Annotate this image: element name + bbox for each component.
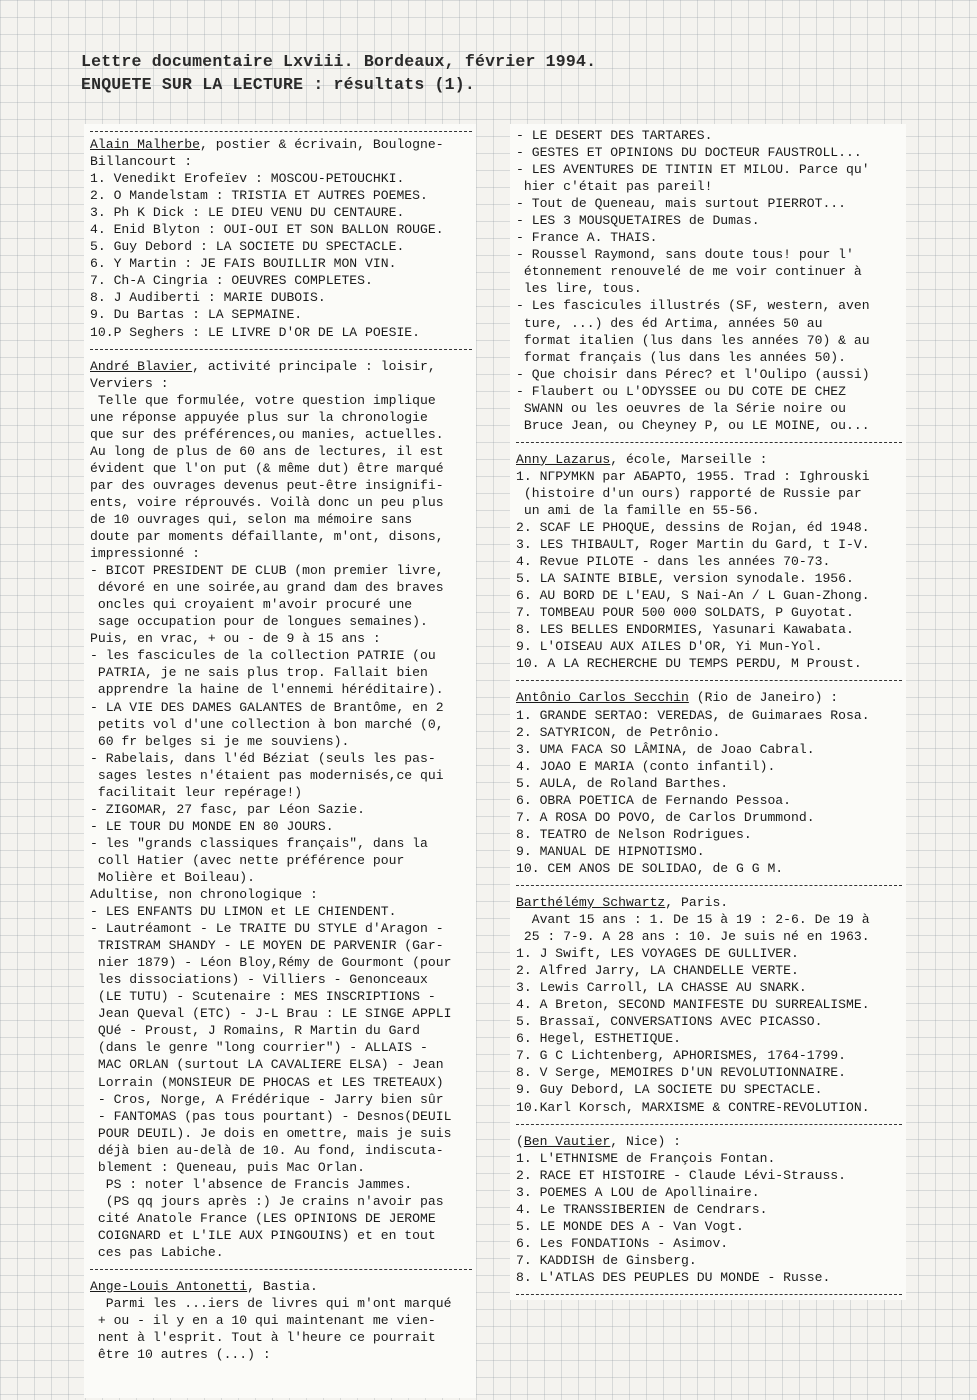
- text-line: 3. POEMES A LOU de Apollinaire.: [516, 1184, 760, 1200]
- header-line-1: Lettre documentaire Lxviii. Bordeaux, février 1994.: [81, 52, 597, 71]
- text-line: 6. OBRA POETICA de Fernando Pessoa.: [516, 792, 792, 808]
- right-column: [510, 124, 906, 1300]
- author-name: Anny Lazarus: [516, 451, 611, 467]
- author-name: Alain Malherbe: [90, 137, 201, 152]
- text-line: - ZIGOMAR, 27 fasc, par Léon Sazie.: [90, 801, 366, 817]
- text-line: ces pas Labiche.: [90, 1245, 224, 1260]
- text-line: MAC ORLAN (surtout LA CAVALIERE ELSA) - Jean: [90, 1057, 444, 1073]
- text-line: doute par moments défaillante, m'ont, disons,: [90, 529, 444, 545]
- text-line: 3. LES THIBAULT, Roger Martin du Gard, t I-V.: [516, 537, 870, 553]
- text-line: - Rabelais, dans l'éd Béziat (seuls les pas-: [90, 750, 436, 766]
- text-line: 1. L'ETHNISME de François Fontan.: [516, 1150, 776, 1166]
- text-line: - LES ENFANTS DU LIMON et LE CHIENDENT.: [90, 904, 397, 920]
- response-schwartz: [516, 894, 902, 1116]
- text-line: ents, voire réprouvés. Voilà donc un peu plus: [90, 494, 444, 510]
- text-line: facilitait leur repérage!): [90, 784, 303, 800]
- text-line: 7. KADDISH de Ginsberg.: [516, 1252, 697, 1268]
- text-line: apprendre la haine de l'ennemi héréditaire).: [90, 682, 444, 698]
- text-line: dévoré en une soirée,au grand dam des braves: [90, 580, 444, 596]
- text-line: - Cros, Norge, A Frédérique - Jarry bien sûr: [90, 1091, 444, 1107]
- text-line: 3. Lewis Carroll, LA CHASSE AU SNARK.: [516, 980, 807, 996]
- separator: [90, 341, 472, 358]
- response-vautier: [516, 1133, 902, 1286]
- text-line: 10.P Seghers : LE LIVRE D'OR DE LA POESIE.: [90, 324, 421, 340]
- text-line: Puis, en vrac, + ou - de 9 à 15 ans :: [90, 631, 381, 647]
- response-lines: [516, 911, 902, 1116]
- author-info: , Bastia.: [247, 1279, 318, 1295]
- text-line: PS : noter l'absence de Francis Jammes.: [90, 1176, 413, 1192]
- response-lines: [516, 468, 902, 673]
- text-line: - BICOT PRESIDENT DE CLUB (mon premier livre,: [90, 563, 444, 579]
- text-line: 3. UMA FACA SO LÂMINA, de Joao Cabral.: [516, 741, 815, 757]
- text-line: 8. J Audiberti : MARIE DUBOIS.: [90, 290, 326, 306]
- text-line: les dissociations) - Villiers - Genonceaux: [90, 972, 428, 988]
- text-line: être 10 autres (...) :: [90, 1347, 271, 1363]
- text-line: 9. Du Bartas : LA SEPMAINE.: [90, 307, 303, 323]
- separator: [516, 1286, 902, 1303]
- text-line: 5. LE MONDE DES A - Van Vogt.: [516, 1218, 744, 1234]
- text-line: petits vol d'une collection à bon marché (0,: [90, 716, 444, 732]
- text-line: 8. L'ATLAS DES PEUPLES DU MONDE - Russe.: [516, 1269, 831, 1285]
- text-line: TRISTRAM SHANDY - LE MOYEN DE PARVENIR (Gar-: [90, 938, 444, 954]
- text-line: Parmi les ...iers de livres qui m'ont marqué: [90, 1296, 452, 1312]
- text-line: - FANTOMAS (pas tous pourtant) - Desnos(DEUIL: [90, 1108, 452, 1124]
- text-line: impressionné :: [90, 546, 201, 562]
- text-line: 10. A LA RECHERCHE DU TEMPS PERDU, M Proust.: [516, 656, 862, 672]
- text-line: 4. JOAO E MARIA (conto infantil).: [516, 758, 776, 774]
- text-line: 10.Karl Korsch, MARXISME & CONTRE-REVOLUTION.: [516, 1099, 870, 1115]
- text-line: 9. L'OISEAU AUX AILES D'OR, Yi Mun-Yol.: [516, 639, 823, 655]
- text-line: (LE TUTU) - Scutenaire : MES INSCRIPTIONS -: [90, 989, 436, 1005]
- text-line: ture, ...) des éd Artima, années 50 au: [516, 315, 823, 331]
- separator: [90, 1261, 472, 1278]
- text-line: 5. AULA, de Roland Barthes.: [516, 775, 729, 791]
- text-line: - France A. THAIS.: [516, 230, 658, 246]
- author-info: , activité principale : loisir,: [192, 358, 436, 374]
- text-line: 4. Le TRANSSIBERIEN de Cendrars.: [516, 1201, 768, 1217]
- text-line: 1. GRANDE SERTAO: VEREDAS, de Guimaraes Rosa.: [516, 707, 870, 723]
- text-line: PATRIA, je ne sais plus trop. Fallait bien: [90, 665, 428, 681]
- text-line: nent à l'esprit. Tout à l'heure ce pourrait: [90, 1330, 436, 1346]
- text-line: de 10 ouvrages qui, selon ma mémoire sans: [90, 511, 413, 527]
- text-line: - LE DESERT DES TARTARES.: [516, 128, 713, 143]
- response-antonetti: [90, 1278, 472, 1363]
- response-secchin: [516, 689, 902, 877]
- text-line: (histoire d'un ours) rapporté de Russie par: [516, 485, 862, 501]
- text-line: 10. CEM ANOS DE SOLIDAO, de G G M.: [516, 860, 784, 876]
- text-line: 6. AU BORD DE L'EAU, S Nai-An / L Guan-Zhong.: [516, 588, 870, 604]
- text-line: les lire, tous.: [516, 281, 642, 297]
- text-line: une réponse appuyée plus sur la chronologie: [90, 409, 428, 425]
- response-lazarus: [516, 451, 902, 673]
- text-line: nier 1879) - Léon Bloy,Rémy de Gourmont (pour: [90, 955, 452, 971]
- text-line: (dans le genre "long courrier") - ALLAIS -: [90, 1040, 428, 1056]
- text-line: 1. J Swift, LES VOYAGES DE GULLIVER.: [516, 946, 799, 962]
- text-line: - Les fascicules illustrés (SF, western, aven: [516, 298, 870, 314]
- text-line: 9. MANUAL DE HIPNOTISMO.: [516, 843, 705, 859]
- text-line: - LES 3 MOUSQUETAIRES de Dumas.: [516, 213, 760, 229]
- text-line: Au long de plus de 60 ans de lectures, il est: [90, 443, 444, 459]
- response-malherbe: [90, 136, 472, 341]
- text-line: Molière et Boileau).: [90, 869, 256, 885]
- author-info: (Rio de Janeiro) :: [688, 690, 839, 706]
- text-line: format italien (lus dans les années 70) & au: [516, 332, 870, 348]
- author-info: , Nice) :: [610, 1133, 682, 1149]
- text-line: - Que choisir dans Pérec? et l'Oulipo (aussi): [516, 366, 870, 382]
- response-blavier: [90, 358, 472, 1261]
- text-line: coll Hatier (avec nette préférence pour: [90, 852, 405, 868]
- text-line: 6. Hegel, ESTHETIQUE.: [516, 1031, 682, 1047]
- text-line: 25 : 7-9. A 28 ans : 10. Je suis né en 1963.: [516, 929, 870, 945]
- author-name: Ben Vautier: [523, 1133, 611, 1149]
- text-line: COIGNARD et L'ILE AUX PINGOUINS) et en tout: [90, 1227, 436, 1243]
- text-line: 3. Ph K Dick : LE DIEU VENU DU CENTAURE.: [90, 205, 405, 221]
- text-line: blement : Queneau, puis Mac Orlan.: [90, 1159, 366, 1175]
- response-lines: [516, 1150, 902, 1286]
- text-line: Lorrain (MONSIEUR DE PHOCAS et LES TRETEAUX): [90, 1074, 444, 1090]
- text-line: - GESTES ET OPINIONS DU DOCTEUR FAUSTROLL...: [516, 145, 862, 161]
- text-line: sages lestes n'étaient pas modernisés,ce qui: [90, 767, 444, 783]
- response-antonetti-continued: [516, 127, 902, 434]
- text-line: format français (lus dans les années 50).: [516, 349, 847, 365]
- text-line: Verviers :: [90, 375, 169, 391]
- text-line: Billancourt :: [90, 154, 193, 170]
- text-line: sage occupation pour de longues semaines).: [90, 614, 428, 630]
- author-info: , Paris.: [665, 894, 729, 910]
- text-line: 5. LA SAINTE BIBLE, version synodale. 1956.: [516, 571, 854, 587]
- author-name: André Blavier: [90, 358, 193, 374]
- text-line: 2. SATYRICON, de Petrônio.: [516, 724, 721, 740]
- text-line: évident que l'on put (& même dut) être marqué: [90, 460, 444, 476]
- text-line: que sur des préférences,ou manies, actuelles.: [90, 426, 444, 442]
- separator: [516, 1116, 902, 1133]
- text-line: POUR DEUIL). Je dois en omettre, mais je suis: [90, 1125, 452, 1141]
- text-line: - LA VIE DES DAMES GALANTES de Brantôme, en 2: [90, 699, 444, 715]
- text-line: + ou - il y en a 10 qui maintenant me vien-: [90, 1313, 436, 1329]
- separator: [516, 434, 902, 451]
- separator: [90, 127, 472, 136]
- text-line: 5. Brassaï, CONVERSATIONS AVEC PICASSO.: [516, 1014, 823, 1030]
- text-line: 9. Guy Debord, LA SOCIETE DU SPECTACLE.: [516, 1082, 823, 1098]
- text-line: - Lautréamont - Le TRAITE DU STYLE d'Aragon -: [90, 921, 444, 937]
- text-line: oncles qui croyaient m'avoir procuré une: [90, 597, 413, 613]
- text-line: QUé - Proust, J Romains, R Martin du Gard: [90, 1023, 421, 1039]
- author-name: Barthélémy Schwartz: [516, 894, 666, 910]
- response-lines: [90, 1295, 472, 1363]
- separator: [516, 672, 902, 689]
- text-line: hier c'était pas pareil!: [516, 179, 713, 195]
- response-lines: [516, 127, 902, 434]
- text-line: 2. Alfred Jarry, LA CHANDELLE VERTE.: [516, 963, 799, 979]
- text-line: 2. RACE ET HISTOIRE - Claude Lévi-Strauss.: [516, 1167, 847, 1183]
- text-line: 8. LES BELLES ENDORMIES, Yasunari Kawabata.: [516, 622, 854, 638]
- text-line: - les fascicules de la collection PATRIE (ou: [90, 648, 436, 664]
- text-line: 5. Guy Debord : LA SOCIETE DU SPECTACLE.: [90, 239, 405, 255]
- text-line: Jean Queval (ETC) - J-L Brau : LE SINGE APPLI: [90, 1006, 452, 1022]
- text-line: par des ouvrages devenus peut-être insignifi-: [90, 477, 444, 493]
- text-line: 7. TOMBEAU POUR 500 000 SOLDATS, P Guyotat.: [516, 605, 854, 621]
- text-line: 4. Enid Blyton : OUI-OUI ET SON BALLON ROUGE.: [90, 222, 444, 238]
- text-line: - Tout de Queneau, mais surtout PIERROT...: [516, 196, 847, 212]
- text-line: - Roussel Raymond, sans doute tous! pour l': [516, 247, 854, 263]
- text-line: 7. G C Lichtenberg, APHORISMES, 1764-1799.: [516, 1048, 847, 1064]
- text-line: 1. NГРУМКN par AБAPTO, 1955. Trad : Ighrouski: [516, 468, 870, 484]
- text-line: Adultise, non chronologique :: [90, 887, 318, 903]
- author-prefix: (: [516, 1133, 524, 1149]
- text-line: - LE TOUR DU MONDE EN 80 JOURS.: [90, 818, 334, 834]
- author-info: , école, Marseille :: [610, 451, 768, 467]
- author-name: Antônio Carlos Secchin: [516, 690, 689, 706]
- text-line: SWANN ou les oeuvres de la Série noire ou: [516, 400, 847, 416]
- text-line: 2. SCAF LE PHOQUE, dessins de Rojan, éd 1948.: [516, 520, 870, 536]
- text-line: 6. Y Martin : JE FAIS BOUILLIR MON VIN.: [90, 256, 397, 272]
- text-line: 6. Les FONDATIONs - Asimov.: [516, 1235, 729, 1251]
- text-line: 4. Revue PILOTE - dans les années 70-73.: [516, 554, 831, 570]
- separator: [516, 877, 902, 894]
- left-column: [84, 124, 476, 1398]
- text-line: 7. A ROSA DO POVO, de Carlos Drummond.: [516, 809, 815, 825]
- text-line: (PS qq jours après :) Je crains n'avoir pas: [90, 1193, 444, 1209]
- text-line: 8. V Serge, MEMOIRES D'UN REVOLUTIONNAIRE.: [516, 1065, 847, 1081]
- text-line: 7. Ch-A Cingria : OEUVRES COMPLETES.: [90, 273, 373, 289]
- text-line: - Flaubert ou L'ODYSSEE ou DU COTE DE CHEZ: [516, 383, 847, 399]
- response-lines: [516, 707, 902, 877]
- page-header: [81, 50, 596, 96]
- text-line: - les "grands classiques français", dans la: [90, 835, 428, 851]
- text-line: 1. Venedikt Erofeïev : MOSCOU-PETOUCHKI.: [90, 171, 405, 187]
- author-name: Ange-Louis Antonetti: [90, 1279, 248, 1295]
- text-line: - LES AVENTURES DE TINTIN ET MILOU. Parce qu': [516, 162, 870, 178]
- header-line-2: ENQUETE SUR LA LECTURE : résultats (1).: [81, 75, 475, 94]
- text-line: Avant 15 ans : 1. De 15 à 19 : 2-6. De 19 à: [516, 912, 870, 928]
- text-line: 2. O Mandelstam : TRISTIA ET AUTRES POEMES.: [90, 188, 428, 204]
- text-line: Bruce Jean, ou Cheyney P, ou LE MOINE, ou...: [516, 417, 870, 433]
- response-lines: [90, 153, 472, 341]
- text-line: 4. A Breton, SECOND MANIFESTE DU SURREALISME.: [516, 997, 870, 1013]
- text-line: 60 fr belges si je me souviens).: [90, 733, 350, 749]
- response-lines: [90, 375, 472, 1261]
- text-line: un ami de la famille en 55-56.: [516, 502, 760, 518]
- text-line: cité Anatole France (LES OPINIONS DE JEROME: [90, 1210, 436, 1226]
- text-line: 8. TEATRO de Nelson Rodrigues.: [516, 826, 752, 842]
- text-line: étonnement renouvelé de me voir continuer à: [516, 264, 862, 280]
- text-line: Telle que formulée, votre question implique: [90, 392, 436, 408]
- author-info: , postier & écrivain, Boulogne-: [200, 137, 444, 152]
- text-line: déjà bien au-delà de 10. Au fond, indiscuta-: [90, 1142, 444, 1158]
